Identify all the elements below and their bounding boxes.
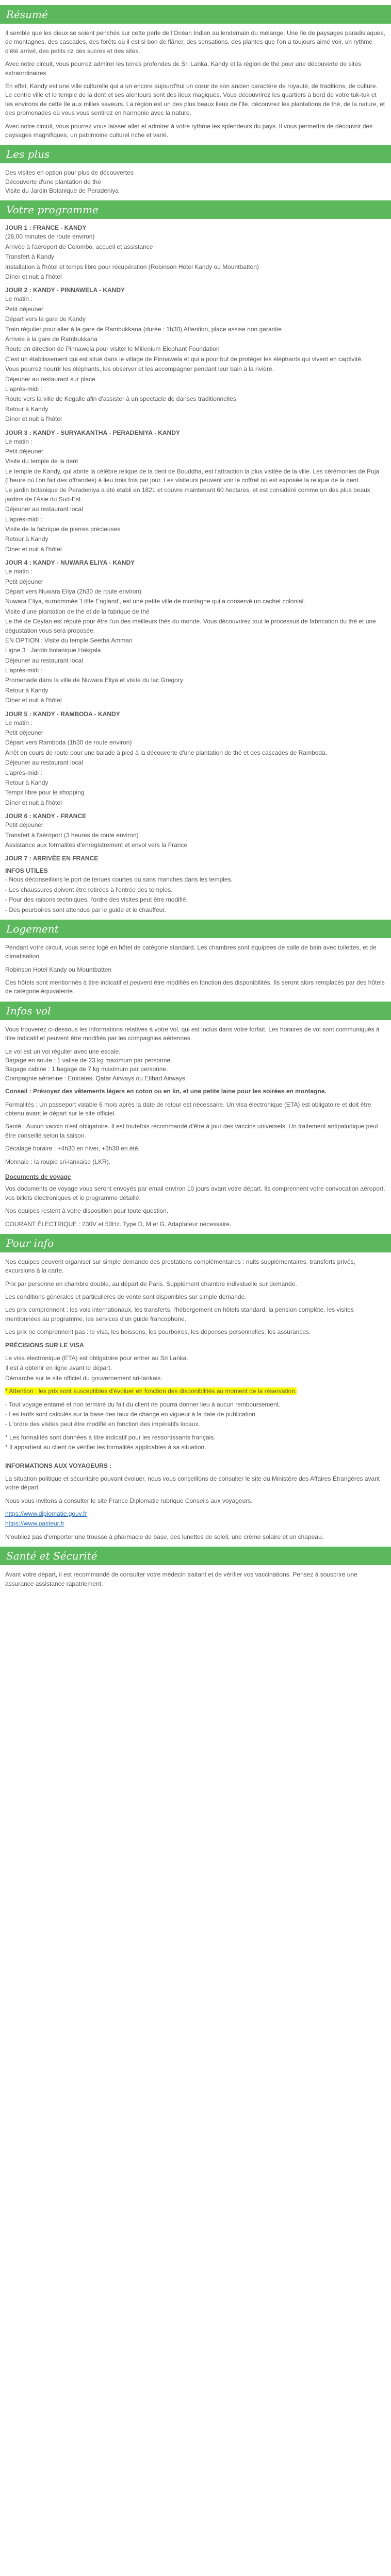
day-line: Temps libre pour le shopping	[5, 789, 85, 796]
infos-line: Compagnie aérienne : Emirates, Qatar Airways ou Etihad Airways.	[5, 1074, 187, 1082]
notes-title: INFOS UTILES	[5, 867, 48, 875]
infos-paragraph: Monnaie : la roupie sri-lankaise (LKR).	[5, 1158, 111, 1165]
visa-line: Le visa électronique (ETA) est obligatoire pour entrer au Sri Lanka.	[5, 1354, 188, 1362]
section-header-sante: Santé et Sécurité	[0, 1547, 391, 1565]
section-header-infos: Infos vol	[0, 1002, 391, 1020]
day-block	[5, 855, 386, 862]
extra-line: * Les formalités sont données à titre indicatif pour les ressortissants français.	[5, 1433, 216, 1441]
resume-paragraph: Il semble que les dieux se soient penchés sur cette perle de l'Océan Indien au lendemain du mélange. Une île de paysages paradisiaques, de montagnes, des cascades, des forêts où il est si bon de flâner, des sensations, des plantes que l'on a toujours aimé voir, un rythme d'été arrivé, des petits riz des sucres et des sites.	[5, 29, 385, 55]
day-line: Petit déjeuner	[5, 578, 44, 585]
infos-line: Le vol est un vol régulier avec une escale.	[5, 1047, 121, 1055]
final-note: N'oubliez pas d'emporter une trousse à pharmacie de base, des lunettes de soleil, une crème solaire et un chapeau.	[5, 1533, 323, 1540]
day-line: Visite du temple de la dent	[5, 457, 78, 465]
day-line: Dîner et nuit à l'hôtel	[5, 415, 62, 423]
day-line: Arrivée à l'aéroport de Colombo, accueil et assistance	[5, 243, 153, 250]
link-line	[5, 1510, 386, 1518]
extra-line: * Il appartient au client de vérifier les formalités applicables à sa situation.	[5, 1444, 206, 1451]
day-title: JOUR 5 : KANDY - RAMBODA - KANDY	[5, 710, 120, 718]
infos-line: Bagage en soute : 1 valise de 23 kg maximum par personne.	[5, 1057, 172, 1064]
infos-paragraph: Vos documents de voyage vous seront envoyés par email environ 10 jours avant votre départ. Ils comprennent votre convocation aéroport, vos billets électroniques et le programme détaillé.	[5, 1185, 385, 1201]
day-line: Arrivée à la gare de Rambukkana	[5, 335, 97, 343]
day-line: Visite d'une plantation de thé et de la fabrique de thé	[5, 607, 150, 615]
resume-paragraph: Avec notre circuit, vous pourrez admirer les terres profondes de Sri Lanka, Kandy et la région de thé pour une découverte de sites extraordinaires.	[5, 60, 362, 77]
day-line: C'est un établissement qui est situé dans le village de Pinnawela et qui a pour but de protéger les éléphants qui vivent en captivité.	[5, 355, 363, 363]
day-line: (26,00 minutes de route environ)	[5, 233, 95, 241]
plus-item: Découverte d'une plantation de thé	[5, 178, 101, 185]
day-line: Petit déjeuner	[5, 447, 44, 455]
section-header-programme: Votre programme	[0, 200, 391, 219]
day-line: Vous pourrez nourrir les éléphants, les observer et les accompagner pendant leur bain à la rivière.	[5, 365, 274, 373]
day-title: JOUR 3 : KANDY - SURYAKANTHA - PERADENIYA - KANDY	[5, 429, 180, 436]
day-block	[5, 429, 386, 554]
condition-line: - Les tarifs sont calculés sur la base des taux de change en vigueur à la date de publication.	[5, 1410, 257, 1418]
info-voyageurs-line: Nous vous invitons à consulter le site France Diplomatie rubrique Conseils aux voyageurs.	[5, 1497, 253, 1504]
day-block	[5, 286, 386, 423]
day-line: Assistance aux formalités d'enregistrement et envol vers la France	[5, 841, 188, 849]
day-line: Déjeuner au restaurant local	[5, 505, 83, 513]
day-line: Train régulier pour aller à la gare de Rambukkana (durée : 1h30) Attention, place assise non garantie	[5, 325, 282, 333]
day-line: Petit déjeuner	[5, 729, 44, 737]
day-line: Le thé de Ceylan est réputé pour être l'un des meilleurs thés du monde. Vous découvrirez tout le processus de fabrication du thé et une dégustation vous sera proposée.	[5, 618, 376, 634]
section-header-plus: Les plus	[0, 145, 391, 163]
info-voyageurs-title: INFORMATIONS AUX VOYAGEURS :	[5, 1462, 112, 1469]
day-line: Retour à Kandy	[5, 405, 48, 413]
day-line: Le temple de Kandy, qui abrite la célèbre relique de la dent de Bouddha, est l'attraction la plus visitée de la ville. Les cérémonies de Puja (l'heure où l'on fait des offrandes) à lieu trois fois par jour. Les visiteurs peuvent voir le coffret où est exposée la relique de la dent.	[5, 467, 380, 484]
day-line: Le matin :	[5, 437, 32, 445]
day-title: JOUR 2 : KANDY - PINNAWELA - KANDY	[5, 286, 125, 294]
resume-paragraph: En effet, Kandy est une ville culturelle qui a un encore aujourd'hui un cœur de son ancien caractère de royauté, de traditions, de culture. Le centre ville et le temple de la dent et ses alentours sont des lieux magiques. Vous découvrirez les quartiers à bord de votre tuk-tuk et les environs de cette île aux milles saveurs. La région est un des plus beaux lieux de l'île, découvrez les plantations de thé, de la nature, et des promenades où vous vous sentirez en harmonie avec la nature.	[5, 82, 385, 117]
infos-paragraph: Vous trouverez ci-dessous les informations relatives à votre vol, qui est inclus dans votre forfait. Les horaires de vol sont communiqués à titre indicatif et peuvent être modifiés par les compagnies aériennes.	[5, 1025, 380, 1042]
visa-subhead: PRÉCISIONS SUR LE VISA	[5, 1341, 84, 1349]
day-line: Route en direction de Pinnawela pour visiter le Millenium Elephant Foundation	[5, 345, 220, 353]
day-title: JOUR 6 : KANDY - FRANCE	[5, 812, 87, 820]
day-line: Le matin :	[5, 719, 32, 726]
day-line: Départ vers la gare de Kandy	[5, 315, 86, 323]
condition-line: - Tout voyage entamé et non terminé du fait du client ne pourra donner lieu à aucun remboursement.	[5, 1400, 281, 1408]
pour-info-paragraph: Les prix comprennent : les vols internationaux, les transferts, l'hébergement en hôtels standard, la pension complète, les visites mentionnées au programme, les services d'un guide francophone.	[5, 1306, 354, 1323]
day-line: Dîner et nuit à l'hôtel	[5, 273, 62, 281]
infos-subhead: Conseil : Prévoyez des vêtements légers en coton ou en lin, et une petite laine pour les soirées en montagne.	[5, 1088, 327, 1095]
infos-paragraph: Nos équipes restent à votre disposition pour toute question.	[5, 1207, 169, 1215]
note-line: - Des pourboires sont attendus par le guide et le chauffeur.	[5, 906, 166, 913]
programme-content	[0, 224, 391, 862]
day-block	[5, 559, 386, 705]
day-line: Dîner et nuit à l'hôtel	[5, 697, 62, 704]
infos-paragraph: Formalités : Un passeport valable 6 mois après la date de retour est nécessaire. Un visa électronique (ETA) est obligatoire et doit être obtenu avant le départ sur le site officiel.	[5, 1100, 371, 1117]
day-line: Déjeuner au restaurant sur place	[5, 375, 95, 383]
programme-notes	[0, 867, 391, 914]
resume-content	[0, 29, 391, 140]
infos-paragraph: Décalage horaire : +4h30 en hiver, +3h30 en été.	[5, 1145, 140, 1153]
infos-content	[0, 1025, 391, 1229]
day-title: JOUR 4 : KANDY - NUWARA ELIYA - KANDY	[5, 559, 135, 567]
plus-content	[0, 168, 391, 195]
sante-paragraph: Avant votre départ, il est recommandé de consulter votre médecin traitant et de vérifier vos vaccinations. Pensez à souscrire une assurance assistance rapatriement.	[5, 1571, 357, 1587]
info-voyageurs-line: La situation politique et sécuritaire pouvant évoluer, nous vous conseillons de consulter le site du Ministère des Affaires Étrangères avant votre départ.	[5, 1475, 380, 1492]
day-line: Retour à Kandy	[5, 535, 48, 543]
logement-paragraph: Ces hôtels sont mentionnés à titre indicatif et peuvent être modifiés en fonction des disponibilités. Ils seront alors remplacés par des hôtels de catégorie équivalente.	[5, 979, 385, 995]
note-line: - Les chaussures doivent être retirées à l'entrée des temples.	[5, 886, 173, 893]
logement-content	[0, 943, 391, 996]
infos-subhead-docs: Documents de voyage	[5, 1173, 71, 1180]
day-line: L'après-midi :	[5, 769, 42, 776]
day-line: Promenade dans la ville de Nuwara Eliya et visite du lac Gregory	[5, 676, 183, 684]
day-line: Déjeuner au restaurant local	[5, 656, 83, 664]
diplomatie-link[interactable]: https://www.diplomatie.gouv.fr	[5, 1510, 87, 1518]
day-line: L'après-midi :	[5, 515, 42, 523]
resume-paragraph: Avec notre circuit, vous pourrez vous laisser aller et admirer à votre rythme les splendeurs du pays. Il vous permettra de découvrir des paysages magnifiques, un patrimoine culturel riche et varié.	[5, 122, 373, 139]
highlight-text: * Attention : les prix sont susceptibles d'évoluer en fonction des disponibilités au moment de la réservation.	[5, 1387, 297, 1395]
pour-info-content	[0, 1258, 391, 1541]
day-line: Petit déjeuner	[5, 821, 44, 829]
pour-info-paragraph: Prix par personne en chambre double, au départ de Paris. Supplément chambre individuelle sur demande.	[5, 1280, 297, 1287]
day-line: EN OPTION : Visite du temple Seetha Amman	[5, 636, 133, 644]
day-block	[5, 812, 386, 850]
day-title: JOUR 1 : FRANCE - KANDY	[5, 224, 87, 232]
day-line: Déjeuner au restaurant local	[5, 759, 83, 767]
pasteur-link[interactable]: https://www.pasteur.fr	[5, 1520, 64, 1528]
infos-paragraph: Santé : Aucun vaccin n'est obligatoire. Il est toutefois recommandé d'être à jour des vaccins universels. Un traitement antipaludique peut être conseillé selon la saison.	[5, 1123, 378, 1139]
day-line: Le matin :	[5, 568, 32, 575]
logement-paragraph: Pendant votre circuit, vous serez logé en hôtel de catégorie standard. Les chambres sont équipées de salle de bain avec toilettes, et de climatisation.	[5, 943, 377, 960]
note-line: - Nous déconseillons le port de tenues courtes ou sans manches dans les temples.	[5, 876, 233, 884]
day-line: Route vers la ville de Kegalle afin d'assister à un spectacle de danses traditionnelles	[5, 395, 236, 403]
day-line: Transfert à Kandy	[5, 253, 54, 261]
day-line: Nuwara Eliya, surnommée 'Little England', est une petite ville de montagne qui a conservé un cachet colonial.	[5, 598, 305, 605]
day-line: Dîner et nuit à l'hôtel	[5, 545, 62, 553]
section-header-pour-info: Pour info	[0, 1234, 391, 1252]
section-header-resume: Résumé	[0, 5, 391, 24]
logement-hotel: Robinson Hotel Kandy ou Mountbatten	[5, 965, 112, 973]
note-line: - Pour des raisons techniques, l'ordre des visites peut être modifié.	[5, 896, 188, 904]
day-line: Départ vers Ramboda (1h30 de route environ)	[5, 739, 132, 747]
plus-item: Des visites en option pour plus de découvertes	[5, 169, 134, 177]
day-line: L'après-midi :	[5, 667, 42, 674]
visa-line: Démarche sur le site officiel du gouvernement sri-lankais.	[5, 1374, 162, 1382]
day-line: Transfert à l'aéroport (3 heures de route environ)	[5, 831, 139, 839]
plus-item: Visite du Jardin Botanique de Peradeniya	[5, 187, 119, 195]
day-line: Retour à Kandy	[5, 686, 48, 694]
day-line: Installation à l'hôtel et temps libre pour récupération (Robinson Hotel Kandy ou Mountbatten)	[5, 263, 259, 270]
day-line: Retour à Kandy	[5, 779, 48, 786]
condition-line: - L'ordre des visites peut être modifié en fonction des impératifs locaux.	[5, 1420, 200, 1428]
day-line: Le jardin botanique de Peradeniya a été établi en 1821 et couvre maintenant 60 hectares, et est considéré comme un des plus beaux jardins de l'Asie du Sud-Est.	[5, 486, 370, 503]
day-title: JOUR 7 : ARRIVÉE EN FRANCE	[5, 855, 99, 862]
link-line	[5, 1519, 386, 1528]
day-line: Ligne 3 : Jardin botanique Hakgala	[5, 647, 101, 654]
day-line: Visite de la fabrique de pierres précieuses	[5, 526, 121, 533]
day-line: Départ vers Nuwara Eliya (2h30 de route environ)	[5, 587, 142, 595]
day-block	[5, 224, 386, 281]
day-line: Arrêt en cours de route pour une balade à pied à la découverte d'une plantation de thé et des cascades de Ramboda.	[5, 749, 328, 756]
day-line: Dîner et nuit à l'hôtel	[5, 799, 62, 806]
section-header-logement: Logement	[0, 920, 391, 938]
sante-content	[0, 1570, 391, 1588]
infos-currency: COURANT ÉLECTRIQUE : 230V et 50Hz. Type D, M et G. Adaptateur nécessaire.	[5, 1220, 232, 1228]
day-line: Petit déjeuner	[5, 305, 44, 313]
visa-line: Il est à obtenir en ligne avant le départ.	[5, 1364, 112, 1372]
infos-line: Bagage cabine : 1 bagage de 7 kg maximum par personne.	[5, 1065, 168, 1073]
page	[0, 5, 391, 1608]
highlight-note	[5, 1387, 386, 1396]
pour-info-paragraph: Nos équipes peuvent organiser sur simple demande des prestations complémentaires : nuits supplémentaires, transferts privés, excursions à la carte.	[5, 1258, 356, 1275]
pour-info-paragraph: Les conditions générales et particulières de vente sont disponibles sur simple demande.	[5, 1293, 247, 1301]
day-line: Le matin :	[5, 295, 32, 303]
pour-info-paragraph: Les prix ne comprennent pas : le visa, les boissons, les pourboires, les dépenses personnelles, les assurances.	[5, 1328, 311, 1336]
day-block	[5, 710, 386, 808]
day-line: L'après-midi :	[5, 385, 42, 393]
